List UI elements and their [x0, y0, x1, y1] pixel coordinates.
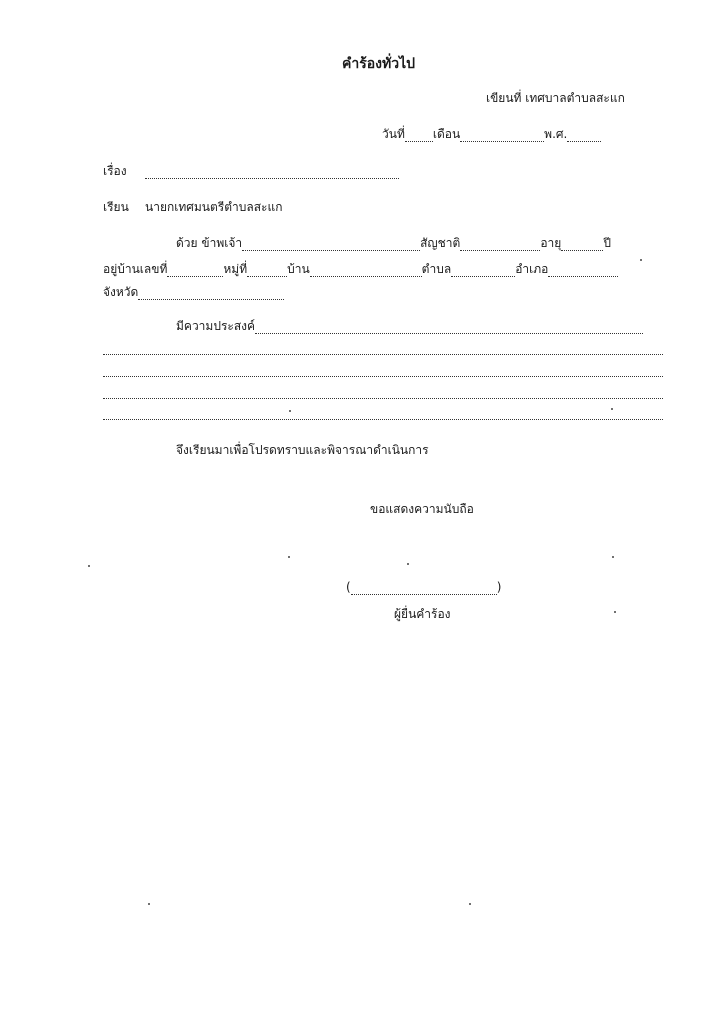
date-day-label: วันที่	[382, 127, 405, 141]
nationality-field[interactable]	[460, 238, 540, 251]
nationality-label: สัญชาติ	[420, 236, 461, 250]
scan-speck	[640, 259, 642, 261]
purpose-line-1[interactable]	[103, 354, 663, 355]
scan-speck	[612, 556, 614, 558]
district-label: อำเภอ	[515, 262, 549, 276]
purpose-line-3[interactable]	[103, 398, 663, 399]
form-title: คำร้องทั่วไป	[342, 56, 416, 72]
scan-speck	[289, 410, 291, 412]
date-month-label: เดือน	[432, 127, 461, 141]
scan-speck	[407, 563, 409, 565]
province-row	[103, 284, 284, 300]
scan-speck	[148, 903, 150, 905]
date-row	[382, 126, 601, 142]
to-value: นายกเทศมนตรีตำบลสะแก	[145, 200, 283, 214]
house-no-field[interactable]	[167, 264, 223, 277]
written-at: เขียนที่ เทศบาลตำบลสะแก	[486, 91, 625, 105]
purpose-line-2[interactable]	[103, 376, 663, 377]
purpose-label: มีความประสงค์	[176, 319, 256, 333]
regards-text: ขอแสดงความนับถือ	[370, 502, 474, 516]
date-day-field[interactable]	[405, 129, 433, 142]
date-month-field[interactable]	[460, 129, 544, 142]
to-label: เรียน	[103, 200, 129, 214]
moo-field[interactable]	[247, 264, 287, 277]
age-unit: ปี	[603, 236, 611, 250]
village-label: บ้าน	[287, 262, 310, 276]
applicant-name-field[interactable]	[242, 238, 420, 251]
age-field[interactable]	[561, 238, 603, 251]
scan-speck	[611, 408, 613, 410]
age-label: อายุ	[540, 236, 562, 250]
scan-speck	[614, 611, 616, 613]
signature-name-field[interactable]	[351, 582, 497, 595]
signature-close-paren: )	[496, 580, 502, 594]
to-row	[103, 199, 283, 215]
district-field[interactable]	[548, 264, 618, 277]
signature-open-paren: (	[346, 580, 351, 594]
province-label: จังหวัด	[103, 285, 139, 299]
subject-row	[103, 163, 399, 179]
closing-request: จึงเรียนมาเพื่อโปรดทราบและพิจารณาดำเนินการ	[176, 443, 429, 457]
scan-speck	[469, 903, 471, 905]
scan-speck	[288, 556, 290, 558]
subdistrict-field[interactable]	[451, 264, 515, 277]
purpose-line-4[interactable]	[103, 419, 663, 420]
subject-field[interactable]	[145, 166, 399, 179]
purpose-row	[176, 318, 643, 334]
scan-speck	[88, 565, 90, 567]
applicant-row	[176, 235, 611, 251]
date-year-field[interactable]	[567, 129, 601, 142]
subdistrict-label: ตำบล	[421, 262, 452, 276]
signer-label: ผู้ยื่นคำร้อง	[394, 607, 451, 621]
purpose-field[interactable]	[255, 321, 643, 334]
applicant-label: ด้วย ข้าพเจ้า	[176, 236, 243, 250]
signature-row	[346, 579, 501, 595]
date-year-label: พ.ศ.	[544, 127, 568, 141]
province-field[interactable]	[138, 287, 284, 300]
address-row	[103, 261, 618, 277]
subject-label: เรื่อง	[103, 164, 127, 178]
village-field[interactable]	[310, 264, 422, 277]
moo-label: หมู่ที่	[223, 262, 248, 276]
house-no-label: อยู่บ้านเลขที่	[103, 262, 168, 276]
